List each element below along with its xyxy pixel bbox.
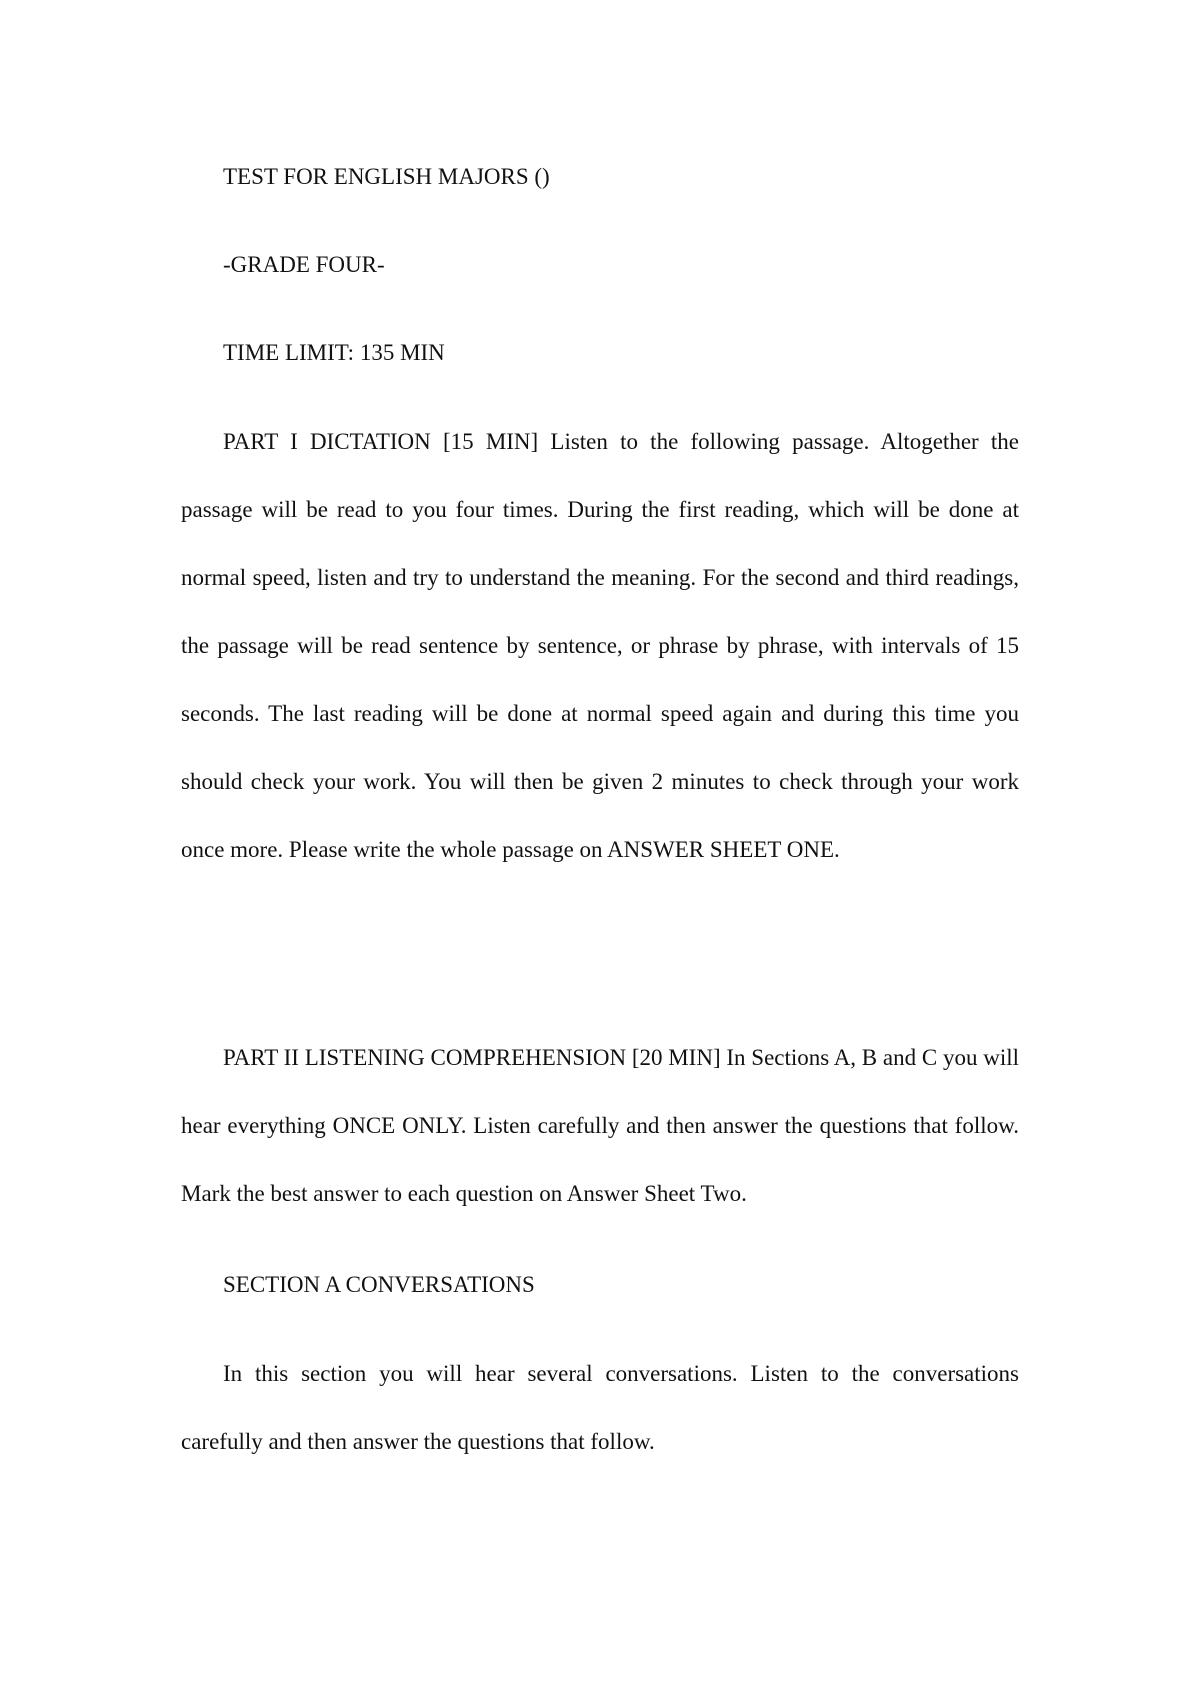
document-title: TEST FOR ENGLISH MAJORS () bbox=[223, 164, 550, 189]
part2-listening-paragraph: PART II LISTENING COMPREHENSION [20 MIN] In Sections A, B and C you will hear everything ONCE ONLY. Listen carefully and then answer the questions that follow. Mark the best answer to each question on Answer Sheet Two. bbox=[181, 1045, 1019, 1206]
time-limit: TIME LIMIT: 135 MIN bbox=[223, 340, 445, 365]
section-a-heading: SECTION A CONVERSATIONS bbox=[223, 1272, 535, 1297]
grade-label: -GRADE FOUR- bbox=[223, 252, 385, 277]
section-a-instructions: In this section you will hear several conversations. Listen to the conversations carefully and then answer the questions that follow. bbox=[181, 1361, 1019, 1454]
part1-dictation-paragraph: PART I DICTATION [15 MIN] Listen to the following passage. Altogether the passage will be read to you four times. During the first reading, which will be done at normal speed, listen and try to understand the meaning. For the second and third readings, the passage will be read sentence by sentence, or phrase by phrase, with intervals of 15 seconds. The last reading will be done at normal speed again and during this time you should check your work. You will then be given 2 minutes to check through your work once more. Please write the whole passage on ANSWER SHEET ONE. bbox=[181, 429, 1019, 862]
